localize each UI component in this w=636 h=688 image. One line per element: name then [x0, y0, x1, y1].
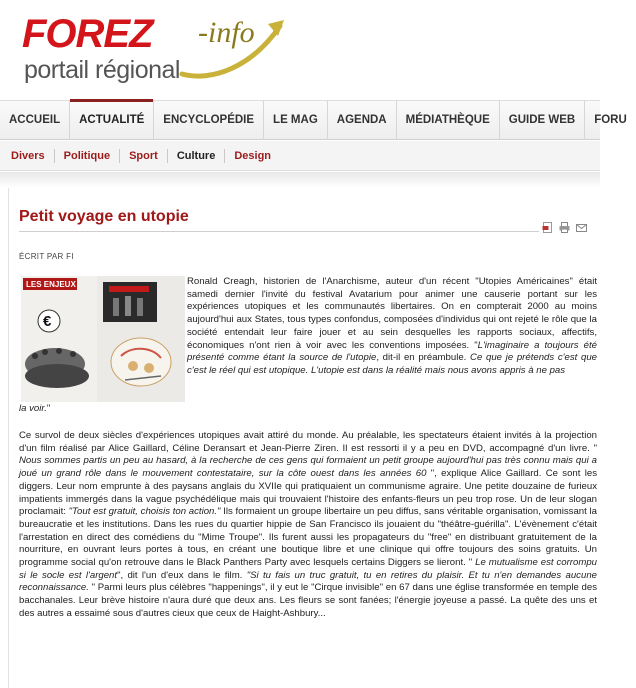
paragraph-body: Ce survol de deux siècles d'expériences utopiques avait attiré du monde. Au préalable, les spectateurs étaient invités à la projection d'un film réalisé par Alice Gaillard, Céline Deransart et Jean-Pierre Ziren. Il est ressorti il y a peu en DVD, accompagné d'un livre. " Nous sommes partis un peu au hasard, à la recherche de ces gens qui formaient un petit groupe aujourd'hui pas très connu mais qui a joué un grand rôle dans le mouvement contestataire, sur la côte ouest dans les années 60 ", explique Alice Gaillard. Ce sont les diggers. Leur nom emprunte à des paysans anglais du XVIIe qui pratiquaient un communisme agraire. Une petite douzaine de furieux impatients immergés dans la vague psychédélique mais qui trouvaient l'histoire des enfants-fleurs un peu trop rose. Un de leur slogan proclamait: "Tout est gratuit, choisis ton action." Ils formaient un groupe libertaire un peu diffus, sans véritable organisation, vomissant la bureaucratie et les institutions. Dans les rues du quartier hippie de San Francisco ils jouaient du "théâtre-guérilla". L'évènement c'était l'arrestation en direct des comédiens du "Mime Troupe". Ils furent aussi les propagateurs du "free" en distribuant gratuitement de la nourriture, en ouvrant leurs portes à tous, en créant une boutique libre et une clinique qui offre toujours des soins gratuits. Un programme social qu'on retrouve dans le Black Panthers Party avec lesquels certains Diggers se lieront. " Le mutualisme est corrompu si le socle est l'argent", dit l'un d'eux dans le film. "Si tu fais un truc gratuit, tu en retires du plaisir. Et tu n'en demandes aucune reconnaissance. " Parmi leurs plus célèbres "happenings", il y eut le "Cirque invisible" en 67 dans une église transformée en temple des bacchanales. Leur brève histoire n'aura duré que deux ans. Les fleurs se sont fanées; l'énergie joyeuse a passé. La quête des uns et des autres a essaimé sous d'autres cieux que ceux de Haight-Ashbury... [19, 430, 597, 619]
nav-item-accueil[interactable]: ACCUEIL [0, 100, 70, 140]
nav-item-mediatheque[interactable]: MÉDIATHÈQUE [397, 100, 500, 140]
nav-item-le-mag[interactable]: LE MAG [264, 100, 328, 140]
subnav-item-design[interactable]: Design [234, 149, 272, 162]
article-byline: ÉCRIT PAR FI [19, 252, 74, 261]
main-nav [0, 100, 627, 140]
logo-forez-text: FOREZ [22, 12, 153, 56]
nav-item-forum[interactable]: FORU [594, 114, 627, 126]
logo-info-text: -info [198, 16, 255, 49]
subnav-item-politique[interactable]: Politique [55, 149, 120, 163]
sub-nav [0, 141, 600, 171]
article-illustration [21, 276, 185, 402]
paragraph-intro-continued: la voir." [19, 403, 51, 414]
paragraph-intro: Ronald Creagh, historien de l'Anarchisme, auteur d'un récent "Utopies Américaines" était samedi dernier l'invité du festival Avatarium pour animer une causerie portant sur les expériences utopiques et les communautés libertaires. On en compterait 2000 au moins aujourd'hui aux States, tous types confondus, composées d'individus qui ont rejeté le rôle que la société entendait leur faire jouer et au sein desquelles les rapports sociaux, affectifs, économiques n'ont rien à voir avec les conventions imposées. "L'imaginaire a toujours été présenté comme étant la source de l'utopie, dit-il en préambule. Ce que je prétends c'est que c'est le réel qui est utopique. L'utopie est dans la réalité mais nous avons appris à ne pas [187, 276, 597, 376]
article-title[interactable]: Petit voyage en utopie [19, 208, 189, 225]
article-tools [542, 222, 587, 233]
illustration-caption: LES ENJEUX [26, 280, 76, 289]
subnav-item-sport[interactable]: Sport [120, 149, 168, 163]
nav-item-guide-web[interactable]: GUIDE WEB [500, 100, 585, 140]
article [8, 188, 600, 688]
email-icon[interactable] [576, 222, 587, 233]
site-header [0, 0, 600, 100]
subnav-item-culture[interactable]: Culture [168, 149, 226, 163]
logo-subtitle: portail régional [24, 56, 180, 84]
site-logo[interactable] [22, 12, 292, 90]
nav-item-agenda[interactable]: AGENDA [328, 100, 397, 140]
subnav-item-divers[interactable]: Divers [2, 149, 55, 163]
svg-text:€: € [43, 313, 52, 330]
nav-item-actualite[interactable]: ACTUALITÉ [70, 100, 154, 140]
nav-item-encyclopedie[interactable]: ENCYCLOPÉDIE [154, 100, 264, 140]
pdf-icon[interactable] [542, 222, 553, 233]
header-shadow [0, 172, 600, 188]
title-divider [19, 231, 539, 232]
print-icon[interactable] [559, 222, 570, 233]
